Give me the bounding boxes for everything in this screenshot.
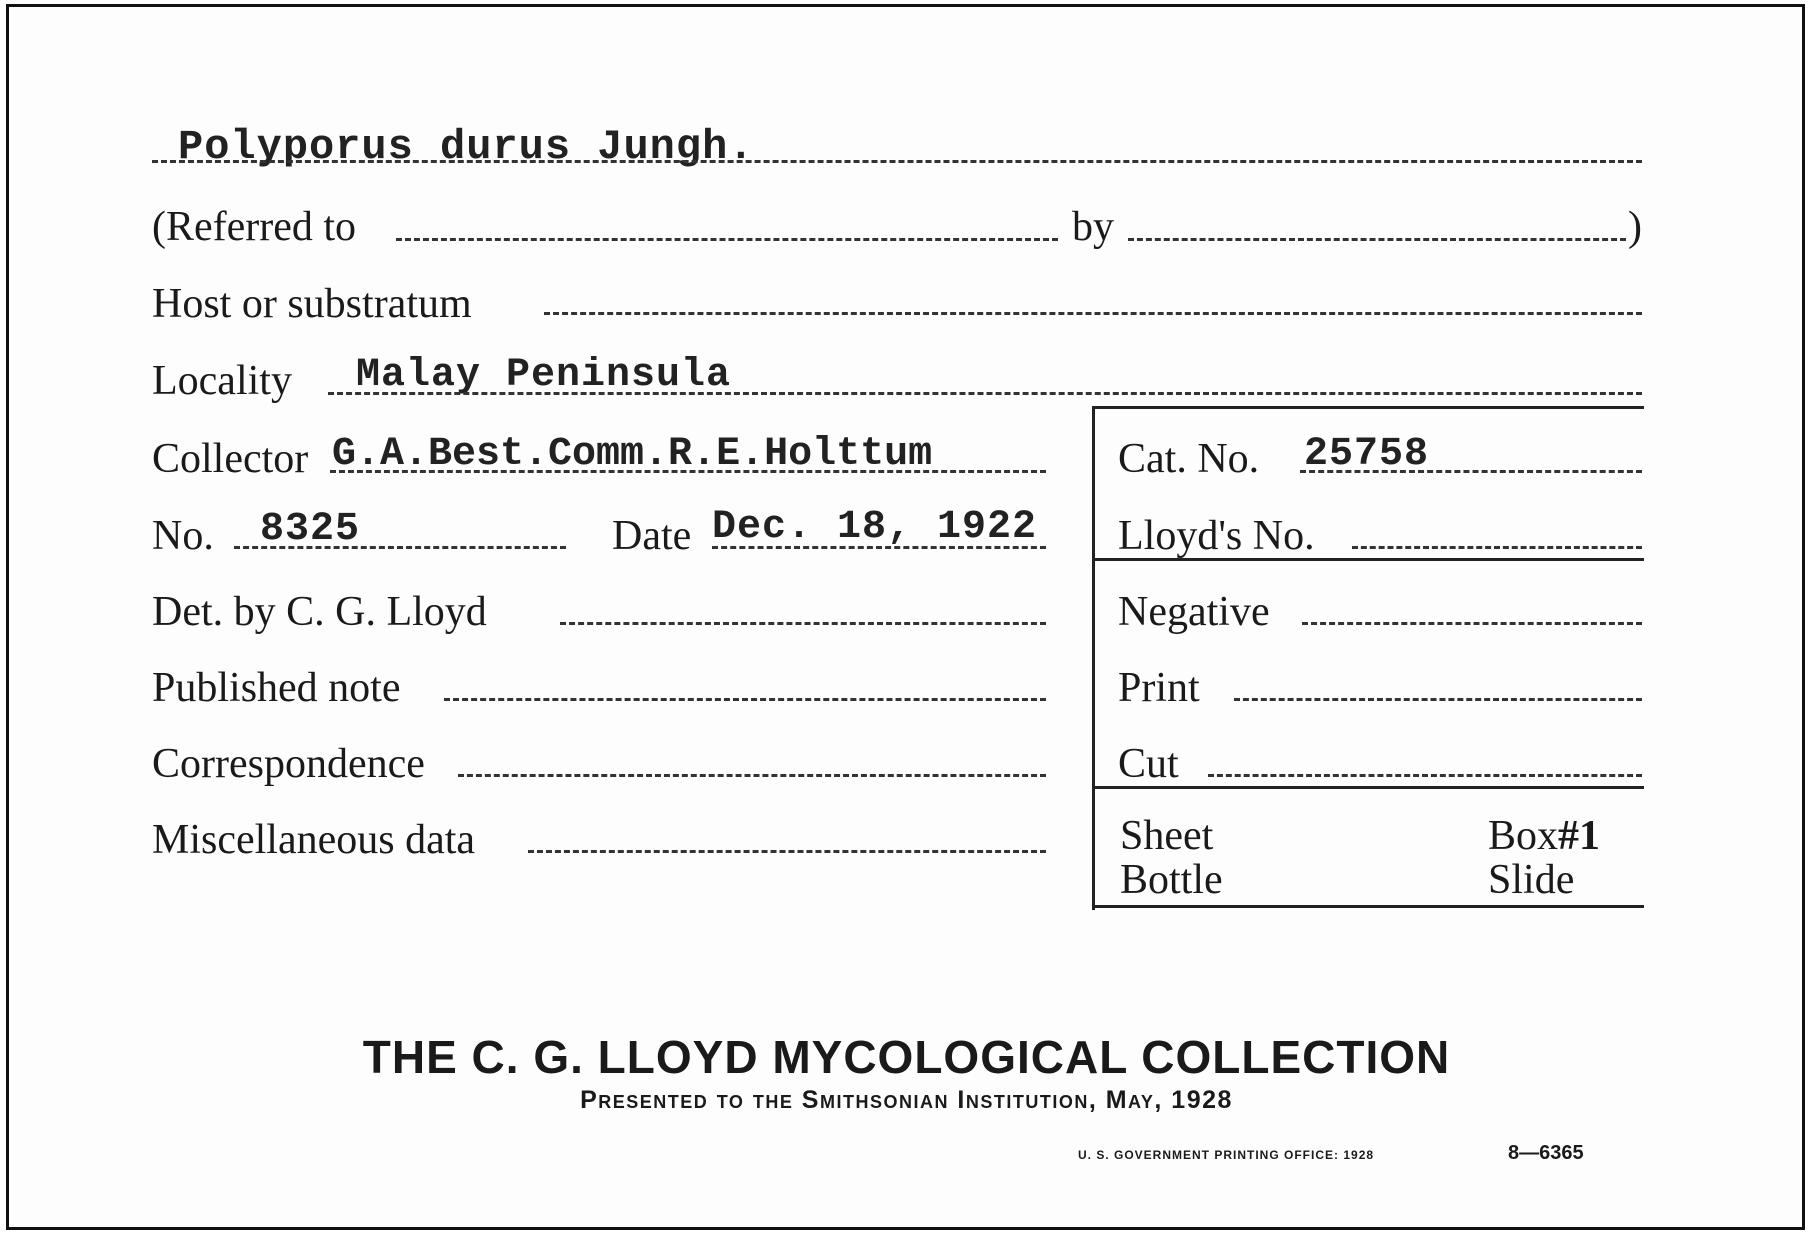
species-line [152, 160, 1642, 163]
locality-label: Locality [152, 358, 292, 404]
catalog-line [1300, 470, 1642, 473]
right-box-vertical-rule [1092, 406, 1095, 910]
right-box-top-rule [1094, 406, 1644, 409]
published-note-label: Published note [152, 665, 401, 711]
box-value: #1 [1558, 813, 1601, 859]
negative-label: Negative [1118, 589, 1270, 635]
printer-imprint: U. S. GOVERNMENT PRINTING OFFICE: 1928 [1078, 1148, 1375, 1162]
number-line [234, 546, 566, 549]
collector-value: G.A.Best.Comm.R.E.Holttum [332, 432, 933, 477]
locality-value: Malay Peninsula [356, 353, 732, 398]
date-line [712, 546, 1046, 549]
cut-line [1208, 774, 1642, 777]
misc-label: Miscellaneous data [152, 817, 476, 863]
det-by-label: Det. by C. G. Lloyd [152, 589, 487, 635]
print-line [1234, 698, 1642, 701]
collector-label: Collector [152, 436, 309, 482]
bottle-label: Bottle [1120, 857, 1223, 903]
print-label: Print [1118, 665, 1200, 711]
box-label-text: Box [1488, 813, 1559, 859]
species-name: Polyporus durus Jungh. [178, 123, 755, 171]
date-label: Date [612, 513, 692, 559]
lloyds-no-line [1352, 546, 1642, 549]
misc-line [528, 850, 1046, 853]
referred-to-label: (Referred to [152, 204, 357, 250]
collection-title: THE C. G. LLOYD MYCOLOGICAL COLLECTION [362, 1031, 1451, 1083]
host-label: Host or substratum [152, 281, 472, 327]
box-label [1488, 812, 1600, 860]
form-number: 8—6365 [1508, 1142, 1584, 1164]
sheet-label: Sheet [1120, 813, 1214, 859]
published-note-line [444, 698, 1046, 701]
referred-by-label: by [1072, 204, 1114, 250]
cut-label: Cut [1118, 741, 1179, 787]
host-line [544, 312, 1642, 315]
referred-close: ) [1628, 204, 1642, 250]
right-box-bottom-rule [1094, 905, 1644, 908]
number-value: 8325 [260, 507, 361, 552]
collector-line [330, 470, 1046, 473]
correspondence-label: Correspondence [152, 741, 425, 787]
det-by-line [560, 622, 1046, 625]
correspondence-line [458, 774, 1046, 777]
date-value: Dec. 18, 1922 [712, 505, 1038, 550]
referred-to-line [396, 238, 1058, 241]
negative-line [1302, 622, 1642, 625]
number-label: No. [152, 513, 214, 559]
locality-line [328, 392, 1642, 395]
lloyds-no-label: Lloyd's No. [1118, 513, 1315, 559]
slide-label: Slide [1488, 857, 1575, 903]
presented-subtitle: Presented to the Smithsonian Institution, May, 1928 [580, 1086, 1233, 1114]
catalog-value: 25758 [1304, 432, 1430, 477]
referred-by-line [1128, 238, 1626, 241]
catalog-label: Cat. No. [1118, 436, 1260, 482]
